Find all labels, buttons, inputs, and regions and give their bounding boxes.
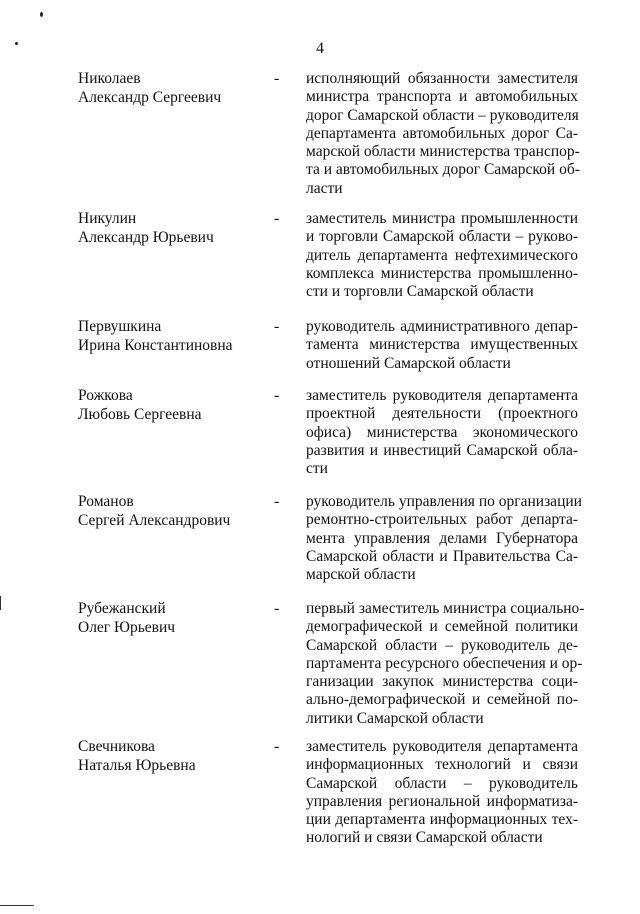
position-description-line: заместитель министра промышленности (306, 210, 578, 227)
position-description-line: мента управления делами Губернатора (306, 529, 578, 547)
position-description-line: руководитель административного депар- (306, 318, 578, 335)
position-description-line: Самарской области – руководитель де- (306, 636, 578, 654)
position-description-line: Самарской области и Правительства Са- (306, 547, 578, 565)
position-description (306, 70, 578, 198)
person-name-line: Никулин (78, 210, 137, 227)
separator-dash: - (274, 738, 280, 755)
page-number: 4 (316, 40, 324, 57)
position-description (306, 210, 578, 301)
person-name (78, 318, 268, 355)
position-description-line: ремонтно-строительных работ департа- (306, 511, 578, 529)
person-name-line: Александр Сергеевич (78, 88, 222, 106)
person-name (78, 738, 268, 775)
position-description-line: офиса) министерства экономического (306, 423, 578, 441)
position-description-line: первый заместитель министра социально- (306, 600, 585, 617)
person-name-line: Рожкова (78, 387, 133, 404)
position-description-line: тамента министерства имущественных (306, 336, 578, 354)
person-name (78, 387, 268, 424)
person-name-line: Олег Юрьевич (78, 618, 176, 636)
separator-dash: - (274, 387, 280, 404)
position-description-line: руководитель управления по организации (306, 493, 582, 510)
separator-dash: - (274, 210, 280, 227)
position-description (306, 738, 578, 848)
person-name-line: Сергей Александрович (78, 511, 231, 529)
position-description-line: дорог Самарской области – руководителя (306, 106, 579, 124)
position-description-line: департамента автомобильных дорог Са- (306, 124, 578, 142)
separator-dash: - (274, 600, 280, 617)
position-description (306, 493, 582, 584)
position-description-line: исполняющий обязанности заместителя (306, 70, 578, 87)
position-description-line: ально-демографической и семейной по- (306, 691, 578, 709)
person-name-line: Наталья Юрьевна (78, 756, 196, 774)
position-description-line: проектной деятельности (проектного (306, 405, 578, 423)
person-name-line: Романов (78, 493, 134, 510)
position-description-line: сти (306, 460, 328, 478)
position-description-line: марской области министерства транспор- (306, 143, 580, 161)
position-description-line: информационных технологий и связи (306, 756, 578, 774)
position-description-line: сти и торговли Самарской области (306, 283, 534, 301)
scan-speck (40, 12, 43, 17)
person-name-line: Первушкина (78, 318, 162, 335)
position-description-line: литики Самарской области (306, 709, 484, 727)
position-description-line: и торговли Самарской области – руково- (306, 228, 578, 246)
position-description-line: ласти (306, 179, 343, 197)
position-description-line: марской области (306, 566, 416, 584)
position-description-line: отношений Самарской области (306, 354, 511, 372)
person-name (78, 210, 268, 247)
separator-dash: - (274, 70, 280, 87)
position-description (306, 387, 578, 478)
position-description-line: управления региональной информатиза- (306, 792, 578, 810)
position-description-line: заместитель руководителя департамента (306, 738, 578, 755)
scan-edge-mark (0, 596, 1, 610)
position-description-line: комплекса министерства промышленно- (306, 264, 578, 282)
position-description-line: заместитель руководителя департамента (306, 387, 578, 404)
person-name-line: Николаев (78, 70, 141, 87)
person-name (78, 493, 268, 530)
person-name-line: Свечникова (78, 738, 155, 755)
position-description-line: Самарской области – руководитель (306, 774, 578, 792)
position-description-line: министра транспорта и автомобильных (306, 88, 578, 106)
position-description-line: та и автомобильных дорог Самарской об- (306, 161, 580, 179)
position-description (306, 600, 585, 728)
position-description-line: демографической и семейной политики (306, 618, 578, 636)
position-description-line: развития и инвестиций Самарской обла- (306, 441, 578, 459)
person-name-line: Александр Юрьевич (78, 228, 214, 246)
person-name-line: Ирина Константиновна (78, 336, 233, 354)
position-description-line: дитель департамента нефтехимического (306, 246, 578, 264)
position-description-line: ции департамента информационных тех- (306, 811, 578, 829)
position-description-line: нологий и связи Самарской области (306, 829, 543, 847)
separator-dash: - (274, 493, 280, 510)
separator-dash: - (274, 318, 280, 335)
person-name (78, 70, 268, 107)
person-name-line: Рубежанский (78, 600, 166, 617)
position-description-line: ганизации закупок министерства соци- (306, 673, 578, 691)
person-name-line: Любовь Сергеевна (78, 405, 202, 423)
position-description-line: партамента ресурсного обеспечения и ор- (306, 654, 583, 672)
scan-edge-mark (0, 905, 34, 906)
position-description (306, 318, 578, 373)
person-name (78, 600, 268, 637)
